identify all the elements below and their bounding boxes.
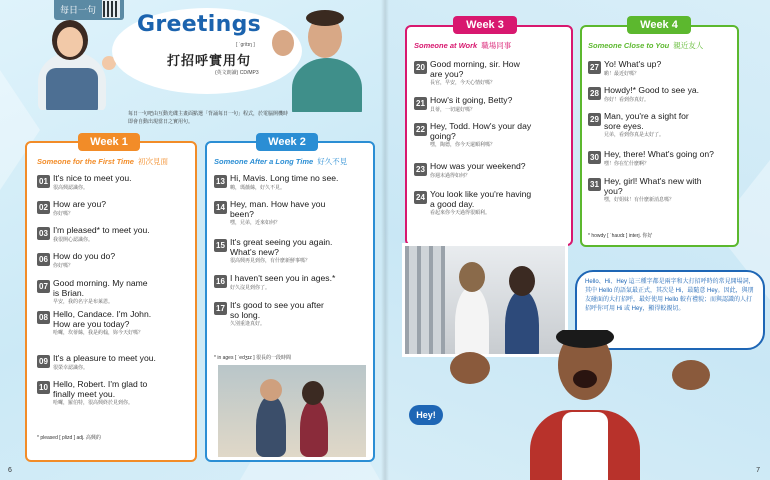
week4-context	[588, 40, 703, 51]
phrase-entry	[37, 310, 195, 337]
phrase-number: 16	[214, 275, 227, 288]
phrase-english: It's nice to meet you.	[53, 173, 132, 183]
phrase-english: Hey, girl! What's new with you?	[604, 176, 702, 196]
phrase-text	[230, 301, 324, 328]
phrase-entry	[37, 226, 195, 244]
phrase-text	[53, 279, 148, 306]
week3-context	[414, 40, 511, 51]
phrase-entry	[588, 60, 738, 78]
week2-badge: Week 2	[256, 133, 318, 151]
editor-credit: (英文朗讀) CD/MP3	[215, 70, 259, 76]
phrase-chinese: 哈囉，坎蒂絲，我是約翰，妳今天好嗎？	[53, 330, 144, 337]
phrase-chinese: 好久沒見到你了。	[230, 284, 271, 291]
phrase-english: I haven't seen you in ages.*	[230, 273, 336, 283]
phrase-entry	[414, 96, 570, 114]
phrase-entry	[414, 162, 570, 180]
phrase-number: 14	[214, 201, 227, 214]
week3-badge: Week 3	[453, 16, 517, 34]
phrase-text	[53, 226, 150, 244]
phrase-text	[53, 354, 156, 372]
phrase-number: 07	[37, 280, 50, 293]
phrase-text	[53, 380, 147, 407]
phrase-chinese: 很高興認識你。	[53, 184, 89, 191]
phrase-text	[230, 174, 338, 192]
man-photo	[268, 2, 378, 112]
phrase-chinese: 哈囉，羅伯特，很高興終於見到你。	[53, 400, 134, 407]
phrase-entry	[414, 122, 570, 149]
page-title: Greetings	[137, 12, 262, 37]
phrase-entry	[588, 112, 738, 139]
phrase-chinese: 兄弟，看到你真是太好了。	[604, 132, 665, 139]
phrase-text	[604, 60, 661, 78]
title-phonetic: [ ˈɡritɪŋ ]	[236, 42, 255, 48]
tip-speech-bubble: Hello、Hi、Hey 這三種字都是兩字和大打招呼時的常見開場詞，其中 Hello 的語氣最正式，其次是 Hi，最隨意 Hey。因此，與朋友碰面的大打招呼，最好使用 Hello 較有禮貌；而與認識的人打招呼你可用 Hi 或 Hey，顯得較親切。	[575, 270, 765, 350]
phrase-entry	[414, 60, 570, 87]
phrase-entry	[588, 177, 738, 204]
excited-man-photo	[440, 330, 720, 480]
phrase-english: How was your weekend?	[430, 161, 526, 171]
phrase-chinese: 嗨，瑪薇絲，好久不見。	[230, 184, 286, 191]
phrase-chinese: 嘿，好姐妹！有什麼新消息嗎？	[604, 197, 675, 204]
phrase-chinese: 很榮幸認識你。	[53, 364, 89, 371]
phrase-english: Hello, Robert. I'm glad to finally meet you.	[53, 379, 148, 399]
phrase-text	[430, 60, 520, 87]
phrase-chinese: 你週末過得如何？	[430, 172, 471, 179]
phrase-entry	[414, 190, 570, 217]
phrase-text	[430, 162, 526, 180]
phrase-text	[430, 122, 531, 149]
hey-badge: Hey!	[409, 405, 443, 425]
phrase-entry	[37, 174, 195, 192]
phrase-number: 21	[414, 97, 427, 110]
phrase-text	[53, 174, 132, 192]
week1-context-zh: 初次見面	[137, 157, 168, 166]
week2-context	[214, 156, 347, 167]
phrase-entry	[37, 354, 195, 372]
phrase-entry	[214, 238, 372, 265]
phrase-english: Good morning, sir. How are you?	[430, 59, 520, 79]
phrase-chinese: 喲！最近好嗎？	[604, 70, 640, 77]
phrase-chinese: 你好！看到你真好。	[604, 96, 650, 103]
phrase-text	[604, 86, 699, 104]
phrase-number: 15	[214, 239, 227, 252]
phrase-number: 24	[414, 191, 427, 204]
phrase-number: 28	[588, 87, 601, 100]
phrase-entry	[214, 200, 372, 227]
phrase-entry	[214, 301, 372, 328]
phrase-chinese: 嘿，兄弟，近來如何？	[230, 220, 281, 227]
phrase-text	[53, 310, 151, 337]
tab-label: 每日一句	[60, 5, 97, 15]
phrase-number: 03	[37, 227, 50, 240]
week4-context-zh: 親近友人	[673, 41, 704, 50]
week1-context-en: Someone for the First Time	[37, 157, 134, 166]
phrase-english: It's good to see you after so long.	[230, 300, 324, 320]
week1-badge: Week 1	[78, 133, 140, 151]
phrase-number: 06	[37, 253, 50, 266]
phrase-entry	[588, 150, 738, 168]
phrase-english: Howdy!* Good to see ya.	[604, 85, 700, 95]
phrase-number: 17	[214, 302, 227, 315]
week4-badge: Week 4	[627, 16, 691, 34]
phrase-text	[230, 238, 332, 265]
phrase-text	[604, 150, 714, 168]
phrase-entry	[37, 380, 195, 407]
phrase-text	[230, 200, 325, 227]
phrase-number: 29	[588, 113, 601, 126]
week3-context-en: Someone at Work	[414, 41, 478, 50]
phrase-chinese: 嘿，陶德，你今天還順利嗎？	[430, 142, 496, 149]
week1-context	[37, 156, 168, 167]
phrase-english: You look like you're having a good day.	[430, 189, 532, 209]
woman-photo	[20, 10, 120, 110]
week2-context-zh: 好久不見	[317, 157, 348, 166]
phrase-english: Yo! What's up?	[604, 59, 662, 69]
week3-context-zh: 職場同事	[481, 41, 512, 50]
phrase-entry	[37, 252, 195, 270]
week2-context-en: Someone After a Long Time	[214, 157, 314, 166]
phrase-chinese: 貝蒂，一切還好嗎？	[430, 106, 476, 113]
phrase-chinese: 長官，早安，今天心情好嗎？	[430, 80, 496, 87]
phrase-text	[430, 96, 512, 114]
phrase-english: Hey, Todd. How's your day going?	[430, 121, 532, 141]
phrase-english: How are you?	[53, 199, 107, 209]
phrase-chinese: 我很開心認識你。	[53, 236, 94, 243]
phrase-text	[430, 190, 531, 217]
phrase-number: 08	[37, 311, 50, 324]
phrase-english: I'm pleased* to meet you.	[53, 225, 150, 235]
week4-context-en: Someone Close to You	[588, 41, 670, 50]
phrase-chinese: 你好嗎？	[53, 210, 74, 217]
week2-footnote: * in ages [ ˈedʒɪz ] 很長的一段時間	[214, 355, 292, 361]
phrase-english: How do you do?	[53, 251, 116, 261]
phrase-text	[604, 112, 689, 139]
phrase-text	[53, 252, 115, 270]
phrase-english: Man, you're a sight for sore eyes.	[604, 111, 689, 131]
phrase-chinese: 早安，我的名字是布萊恩。	[53, 299, 114, 306]
phrase-number: 09	[37, 355, 50, 368]
phrase-chinese: 你好嗎？	[53, 262, 74, 269]
phrase-english: It's great seeing you again. What's new?	[230, 237, 333, 257]
book-spine	[381, 0, 389, 480]
phrase-number: 22	[414, 123, 427, 136]
phrase-english: Hi, Mavis. Long time no see.	[230, 173, 339, 183]
week1-footnote: * pleased [ plizd ] adj. 高興的	[37, 435, 101, 441]
phrase-text	[53, 200, 106, 218]
phrase-chinese: 看起來你今天過得很順利。	[430, 210, 491, 217]
phrase-entry	[588, 86, 738, 104]
phrase-entry	[37, 200, 195, 218]
phrase-entry	[214, 274, 372, 292]
week4-footnote: * howdy [ ˈhaʊdɪ ] interj. 你好	[588, 233, 653, 239]
phrase-entry	[214, 174, 372, 192]
right-page-number: 7	[756, 467, 760, 474]
page-subtitle: 打招呼實用句	[167, 53, 252, 68]
phrase-chinese: 嘿！你在忙什麼啊？	[604, 160, 650, 167]
phrase-english: Good morning. My name is Brian.	[53, 278, 148, 298]
phrase-number: 10	[37, 381, 50, 394]
left-page-number: 6	[8, 467, 12, 474]
phrase-number: 20	[414, 61, 427, 74]
phrase-entry	[37, 279, 195, 306]
phrase-number: 27	[588, 61, 601, 74]
phrase-number: 01	[37, 175, 50, 188]
phrase-number: 02	[37, 201, 50, 214]
phrase-chinese: 久別重逢真好。	[230, 321, 266, 328]
phrase-text	[230, 274, 335, 292]
phrase-number: 23	[414, 163, 427, 176]
phrase-chinese: 很高興再見到你，有什麼新鮮事嗎？	[230, 258, 311, 265]
high-five-photo	[218, 365, 366, 457]
phrase-number: 13	[214, 175, 227, 188]
phrase-number: 31	[588, 178, 601, 191]
phrase-english: How's it going, Betty?	[430, 95, 513, 105]
phrase-english: It's a pleasure to meet you.	[53, 353, 156, 363]
phrase-text	[604, 177, 701, 204]
phrase-number: 30	[588, 151, 601, 164]
phrase-english: Hey, there! What's going on?	[604, 149, 714, 159]
phrase-english: Hey, man. How have you been?	[230, 199, 326, 219]
intro-text: 每日一句吧由互動光碟主畫面點選「背誦每日一句」程式，於電腦開機時即會自動出現當日之實用句。	[128, 111, 289, 125]
phrase-english: Hello, Candace. I'm John. How are you today?	[53, 309, 152, 329]
